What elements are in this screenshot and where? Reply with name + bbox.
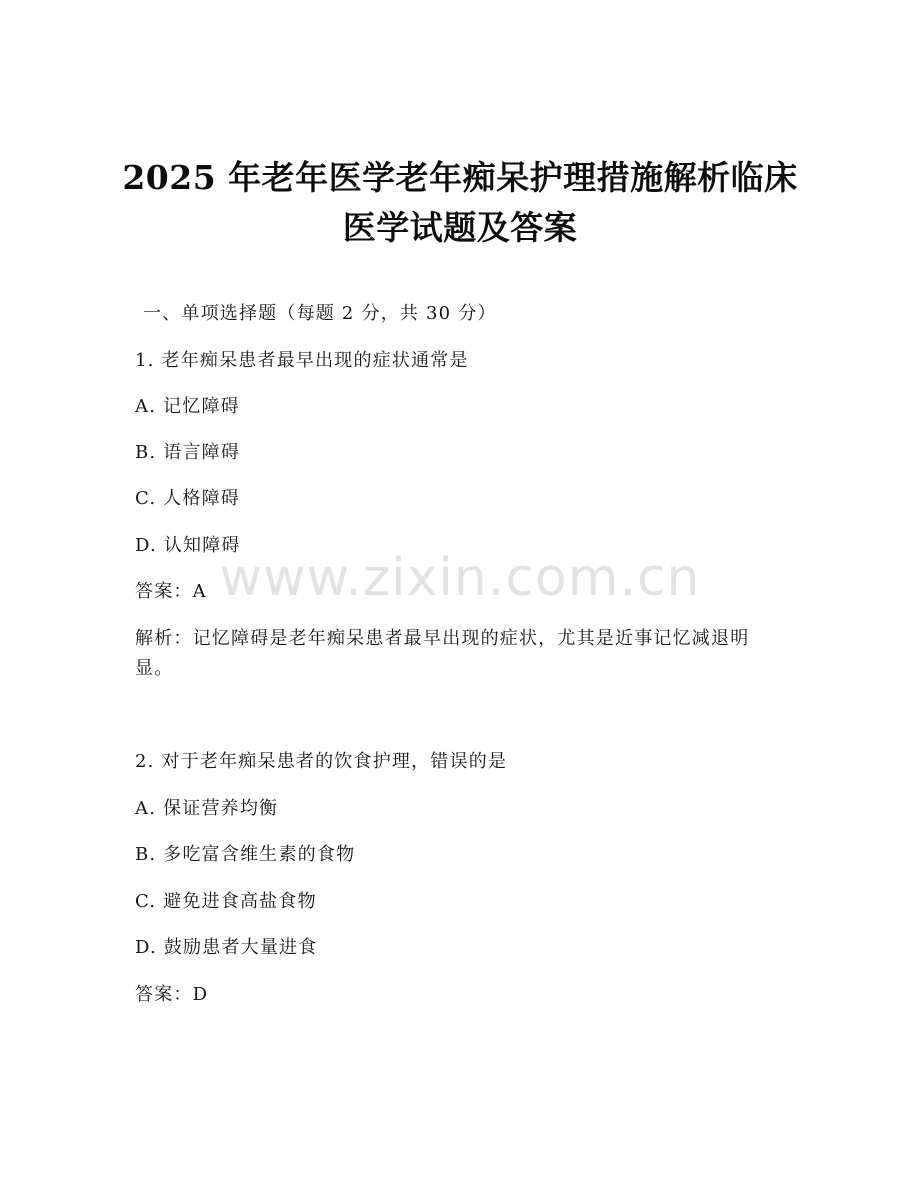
question-1-option-b: B. 语言障碍	[135, 442, 241, 463]
question-1-stem: 1. 老年痴呆患者最早出现的症状通常是	[135, 350, 469, 371]
question-2-option-a: A. 保证营养均衡	[135, 798, 279, 819]
question-1-answer: 答案：A	[135, 581, 207, 602]
question-2-stem: 2. 对于老年痴呆患者的饮食护理，错误的是	[135, 751, 508, 772]
question-2-option-b: B. 多吃富含维生素的食物	[135, 844, 356, 865]
section-header: 一、单项选择题（每题 2 分，共 30 分）	[143, 303, 497, 324]
question-2-option-c: C. 避免进食高盐食物	[135, 891, 317, 912]
question-1-option-a: A. 记忆障碍	[135, 396, 240, 417]
question-2-option-d: D. 鼓励患者大量进食	[135, 937, 318, 958]
question-1-explanation: 解析：记忆障碍是老年痴呆患者最早出现的症状，尤其是近事记忆减退明显。	[135, 628, 750, 679]
watermark: www.zixin.com.cn	[219, 548, 701, 608]
question-1-option-c: C. 人格障碍	[135, 488, 240, 509]
question-1-option-d: D. 认知障碍	[135, 535, 241, 556]
document-title-line-1: 2025 年老年医学老年痴呆护理措施解析临床	[122, 158, 798, 197]
document-title-line-2: 医学试题及答案	[342, 208, 578, 247]
question-2-answer: 答案：D	[135, 984, 209, 1005]
